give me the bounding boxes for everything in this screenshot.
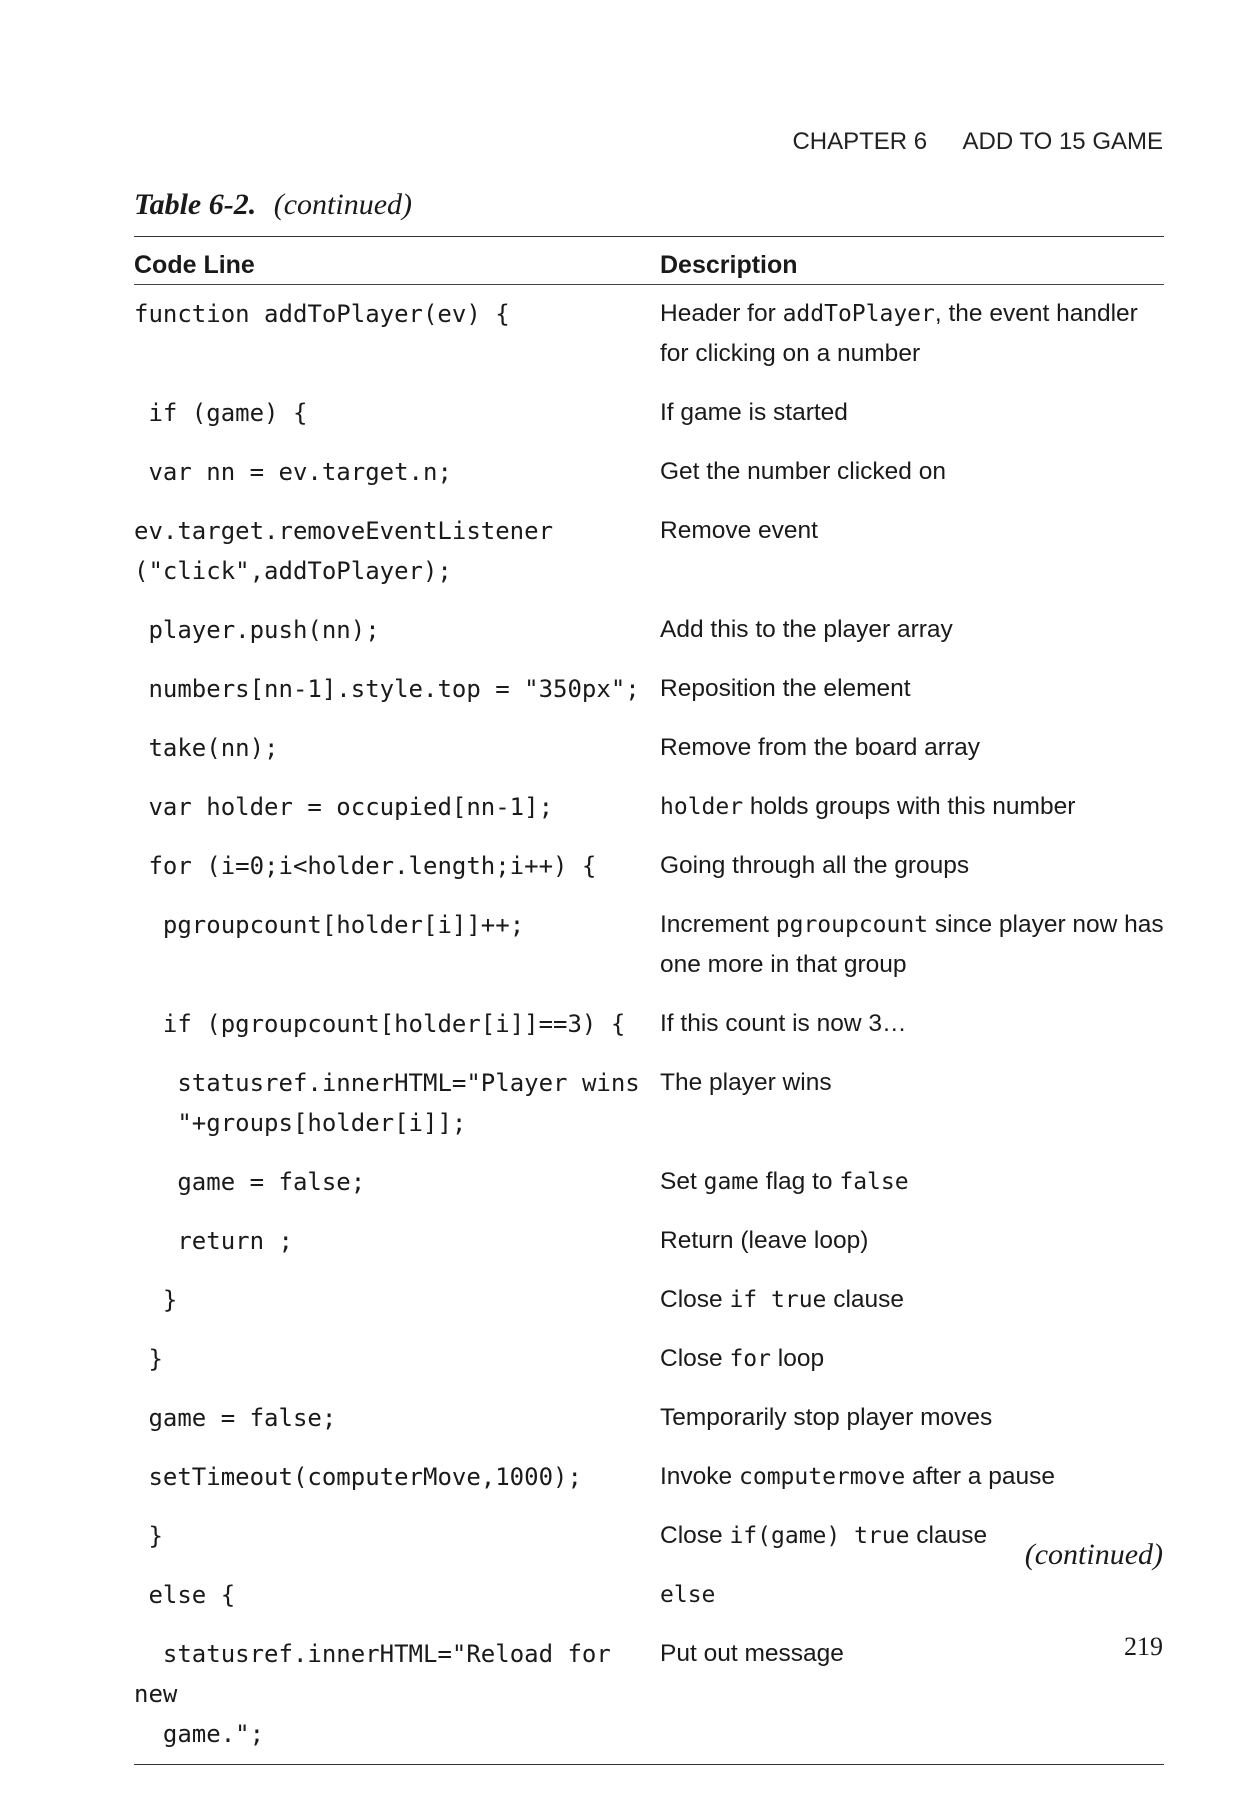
- continued-note: (continued): [1024, 1538, 1163, 1571]
- code-line-cell: setTimeout(computerMove,1000);: [134, 1463, 582, 1491]
- description-cell: [660, 443, 1164, 502]
- description-cell: [660, 1330, 1164, 1389]
- description-text: Invoke: [660, 1463, 739, 1490]
- description-text: Close: [660, 1345, 730, 1372]
- description-cell: [660, 1153, 1164, 1212]
- table-row: [134, 896, 1164, 995]
- inline-code: holder: [660, 794, 744, 820]
- description-text: Return (leave loop): [660, 1227, 869, 1254]
- description-cell: [660, 1625, 1164, 1765]
- table-row: [134, 1054, 1164, 1153]
- description-text: after a pause: [905, 1463, 1055, 1490]
- description-text: Get the number clicked on: [660, 458, 946, 485]
- description-text: Set: [660, 1168, 704, 1195]
- code-line-cell: ev.target.removeEventListener ("click",addToPlayer);: [134, 517, 554, 585]
- code-line-cell: var holder = occupied[nn-1];: [134, 793, 554, 821]
- running-head-title: ADD TO 15 GAME: [962, 128, 1163, 155]
- description-text: since player now has one more in that group: [660, 911, 1164, 978]
- description-text: Close: [660, 1522, 730, 1549]
- description-cell: [660, 1448, 1164, 1507]
- description-text: clause: [909, 1522, 988, 1549]
- inline-code: addToPlayer: [782, 301, 935, 327]
- inline-code: else: [660, 1582, 716, 1608]
- code-line-cell: game = false;: [134, 1168, 366, 1196]
- table-caption-note: (continued): [273, 188, 412, 221]
- inline-code: if true: [729, 1287, 827, 1313]
- table-row: [134, 1330, 1164, 1389]
- code-line-cell: statusref.innerHTML="Player wins "+groups[holder[i]];: [177, 1069, 640, 1137]
- table-row: [134, 1389, 1164, 1448]
- code-line-cell: var nn = ev.target.n;: [134, 458, 452, 486]
- description-text: The player wins: [660, 1069, 832, 1096]
- table-caption-label: Table 6-2.: [134, 188, 257, 221]
- code-line-cell: player.push(nn);: [134, 616, 380, 644]
- code-line-cell: take(nn);: [134, 734, 279, 762]
- code-line-cell: if (pgroupcount[holder[i]]==3) {: [134, 1010, 626, 1038]
- description-text: Add this to the player array: [660, 616, 953, 643]
- description-cell: [660, 502, 1164, 601]
- code-line-cell: game = false;: [134, 1404, 337, 1432]
- description-cell: [660, 719, 1164, 778]
- code-line-cell: for (i=0;i<holder.length;i++) {: [134, 852, 597, 880]
- description-text: holds groups with this number: [743, 793, 1076, 820]
- table-row: [134, 778, 1164, 837]
- table-header-row: [134, 237, 1164, 285]
- table-caption: [134, 188, 412, 222]
- inline-code: pgroupcount: [775, 912, 929, 938]
- description-text: Remove from the board array: [660, 734, 980, 761]
- inline-code: game: [703, 1169, 759, 1195]
- code-line-cell: pgroupcount[holder[i]]++;: [134, 911, 525, 939]
- description-text: If game is started: [660, 399, 848, 426]
- description-text: clause: [826, 1286, 905, 1313]
- table-row: [134, 837, 1164, 896]
- description-cell: [660, 896, 1164, 995]
- description-cell: [660, 601, 1164, 660]
- description-cell: [660, 1054, 1164, 1153]
- description-text: Increment: [660, 911, 776, 938]
- description-cell: [660, 1212, 1164, 1271]
- header-description: Description: [660, 251, 798, 279]
- code-line-cell: function addToPlayer(ev) {: [134, 300, 510, 328]
- code-line-cell: }: [134, 1522, 163, 1550]
- description-text: flag to: [758, 1168, 840, 1195]
- table-row: [134, 443, 1164, 502]
- table-row: [134, 995, 1164, 1054]
- description-cell: [660, 285, 1164, 385]
- description-text: Temporarily stop player moves: [660, 1404, 993, 1431]
- inline-code: false: [839, 1169, 909, 1195]
- description-cell: [660, 837, 1164, 896]
- description-text: Put out message: [660, 1640, 844, 1667]
- description-text: loop: [771, 1345, 825, 1372]
- code-description-table: [134, 236, 1164, 1765]
- description-cell: [660, 384, 1164, 443]
- description-text: Close: [660, 1286, 730, 1313]
- code-line-cell: statusref.innerHTML="Reload for new game.";: [134, 1640, 611, 1748]
- table-row: [134, 1212, 1164, 1271]
- table-row: [134, 384, 1164, 443]
- code-line-cell: if (game) {: [134, 399, 308, 427]
- description-text: Going through all the groups: [660, 852, 970, 879]
- table-row: [134, 1271, 1164, 1330]
- description-text: Reposition the element: [660, 675, 911, 702]
- description-cell: [660, 995, 1164, 1054]
- running-head: [792, 128, 1163, 156]
- inline-code: computermove: [739, 1464, 906, 1490]
- description-cell: [660, 1566, 1164, 1625]
- description-cell: [660, 660, 1164, 719]
- running-head-chapter: CHAPTER 6: [792, 128, 928, 155]
- table-row: [134, 1448, 1164, 1507]
- code-line-cell: }: [134, 1345, 163, 1373]
- code-line-cell: numbers[nn-1].style.top = "350px";: [134, 675, 640, 703]
- description-text: Header for: [660, 300, 783, 327]
- table-body: [134, 285, 1164, 1765]
- description-text: Remove event: [660, 517, 818, 544]
- table-row: [134, 1153, 1164, 1212]
- table-row: [134, 601, 1164, 660]
- code-line-cell: return ;: [134, 1227, 293, 1255]
- description-cell: [660, 1271, 1164, 1330]
- table-row: [134, 719, 1164, 778]
- description-cell: [660, 778, 1164, 837]
- table-row: [134, 285, 1164, 385]
- description-text: , the event handler for clicking on a number: [660, 300, 1138, 367]
- code-line-cell: else {: [134, 1581, 236, 1609]
- table-row: [134, 502, 1164, 601]
- description-cell: [660, 1389, 1164, 1448]
- table-row: [134, 1507, 1164, 1566]
- inline-code: for: [729, 1346, 771, 1372]
- description-text: If this count is now 3…: [660, 1010, 907, 1037]
- table-row: [134, 1566, 1164, 1625]
- inline-code: if(game) true: [729, 1523, 910, 1549]
- page-number: 219: [1124, 1632, 1163, 1661]
- header-code-line: Code Line: [134, 251, 255, 279]
- table-row: [134, 1625, 1164, 1765]
- table-row: [134, 660, 1164, 719]
- code-line-cell: }: [134, 1286, 178, 1314]
